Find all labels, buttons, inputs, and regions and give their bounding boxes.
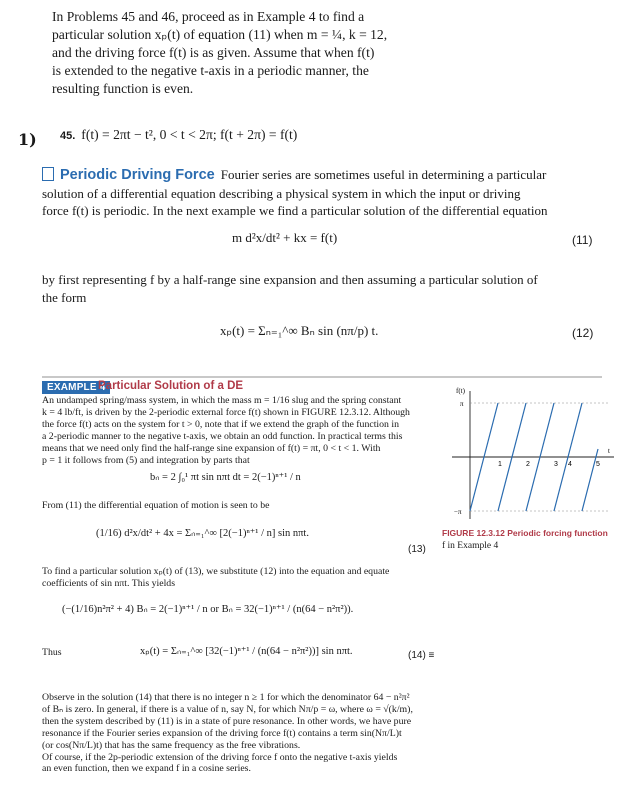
figure-caption <box>442 527 622 552</box>
equation-13: (1/16) d²x/dt² + 4x = Σₙ₌₁^∞ [2(−1)ⁿ⁺¹ / n] sin nπt. <box>96 528 309 539</box>
example-line: Observe in the solution (14) that there is no integer n ≥ 1 for which the denominator 64 − n²π² <box>42 692 410 703</box>
equation-bn: bₙ = 2 ∫₀¹ πt sin nπt dt = 2(−1)ⁿ⁺¹ / n <box>150 472 301 483</box>
intro-line: is extended to the negative t-axis in a periodic manner, the <box>52 63 369 78</box>
figure-caption-line: FIGURE 12.3.12 Periodic forcing function <box>442 528 608 538</box>
section-after <box>42 271 602 306</box>
example-separator <box>42 376 602 378</box>
example-line: From (11) the differential equation of motion is seen to be <box>42 500 270 511</box>
section-periodic-driving-force <box>42 166 602 220</box>
example-line: then the system described by (11) is in a state of pure resonance. In other words, we have pure <box>42 715 412 727</box>
figure-caption-line: f in Example 4 <box>442 541 499 551</box>
section-line: the form <box>42 289 87 305</box>
example-badge: EXAMPLE 4 <box>42 381 110 394</box>
example-line: To find a particular solution xₚ(t) of (13), we substitute (12) into the equation and equate <box>42 566 390 577</box>
example-line: coefficients of sin nπt. This yields <box>42 577 176 589</box>
example-paragraph-2 <box>42 692 442 775</box>
problem-text: f(t) = 2πt − t², 0 < t < 2π; f(t + 2π) = f(t) <box>81 127 298 142</box>
intro-line: particular solution xₚ(t) of equation (11) when m = ¼, k = 12, <box>52 27 388 42</box>
example-title: Particular Solution of a DE <box>98 380 244 392</box>
equation-14: xₚ(t) = Σₙ₌₁^∞ [32(−1)ⁿ⁺¹ / (n(64 − n²π²))] sin nπt. <box>140 646 353 657</box>
tick-label: 4 <box>568 461 572 468</box>
example-line: a 2-periodic manner to the negative t-axis, we obtain an odd function. In practical terms this <box>42 430 403 442</box>
example-line: resonance if the Fourier series expansion of the driving force f(t) contains a term sin(Nπ/L)t <box>42 727 402 739</box>
section-line: force f(t) is periodic. In the next example we find a particular solution of the differential equation <box>42 203 548 218</box>
question-number: 1) <box>18 130 37 149</box>
sawtooth-segment <box>582 449 598 511</box>
equation-coefficients: (−(1/16)n²π² + 4) Bₙ = 2(−1)ⁿ⁺¹ / n or Bₙ = 32(−1)ⁿ⁺¹ / (n(64 − n²π²)). <box>62 604 354 615</box>
pi-label: π <box>460 400 464 408</box>
example-line: Of course, if the 2p-periodic extension of the driving force f onto the negative t-axis yields <box>42 751 398 763</box>
equation-11: m d²x/dt² + kx = f(t) <box>232 230 338 245</box>
section-line: by first representing f by a half-range sine expansion and then assuming a particular solution of <box>42 272 538 287</box>
periodic-forcing-figure <box>448 385 618 525</box>
equation-13-number: (13) <box>408 544 426 555</box>
section-line: solution of a differential equation describing a physical system in which the input or driving <box>42 185 521 201</box>
tick-label: 1 <box>498 461 502 468</box>
equation-14-number: (14) ≡ <box>408 650 435 661</box>
intro-line: In Problems 45 and 46, proceed as in Example 4 to find a <box>52 9 365 24</box>
problem-number: 45. <box>60 130 76 142</box>
example-paragraph-1 <box>42 395 442 466</box>
tick-label: 3 <box>554 461 558 468</box>
equation-12-number: (12) <box>572 326 594 340</box>
section-title: Periodic Driving Force <box>60 167 215 183</box>
example-line: an even function, then we expand f in a cosine series. <box>42 763 251 775</box>
equation-12: xₚ(t) = Σₙ₌₁^∞ Bₙ sin (nπ/p) t. <box>220 323 379 338</box>
intro-line: and the driving force f(t) is as given. Assume that when f(t) <box>52 45 375 60</box>
problem-intro <box>52 8 572 98</box>
problem-45 <box>60 127 297 143</box>
tick-label: 2 <box>526 461 530 468</box>
neg-pi-label: −π <box>454 508 462 516</box>
example-line: (or cos(Nπ/L)t) that has the same frequency as the free vibrations. <box>42 739 301 751</box>
equation-11-number: (11) <box>572 233 593 247</box>
thus-label: Thus <box>42 647 62 658</box>
t-axis-label: t <box>608 447 610 455</box>
example-find <box>42 566 442 590</box>
y-axis-label: f(t) <box>456 387 465 395</box>
example-line: means that we need only find the half-range sine expansion of f(t) = πt, 0 < t < 1. With <box>42 442 381 454</box>
example-line: An undamped spring/mass system, in which the mass m = 1/16 slug and the spring constant <box>42 395 402 406</box>
tick-label: 5 <box>596 461 600 468</box>
example-line: the force f(t) acts on the system for t > 0, note that if we extend the graph of the function in <box>42 418 400 430</box>
intro-line: resulting function is even. <box>52 81 194 96</box>
example-line: of Bₙ is zero. In general, if there is a value of n, say N, for which Nπ/p = ω, where ω = √(k/m), <box>42 703 413 715</box>
example-line: k = 4 lb/ft, is driven by the 2-periodic external force f(t) shown in FIGURE 12.3.12. Although <box>42 406 410 418</box>
section-line: Fourier series are sometimes useful in determining a particular <box>220 167 547 182</box>
checkbox-icon <box>42 167 54 181</box>
example-line: p = 1 it follows from (5) and integration by parts that <box>42 454 250 466</box>
